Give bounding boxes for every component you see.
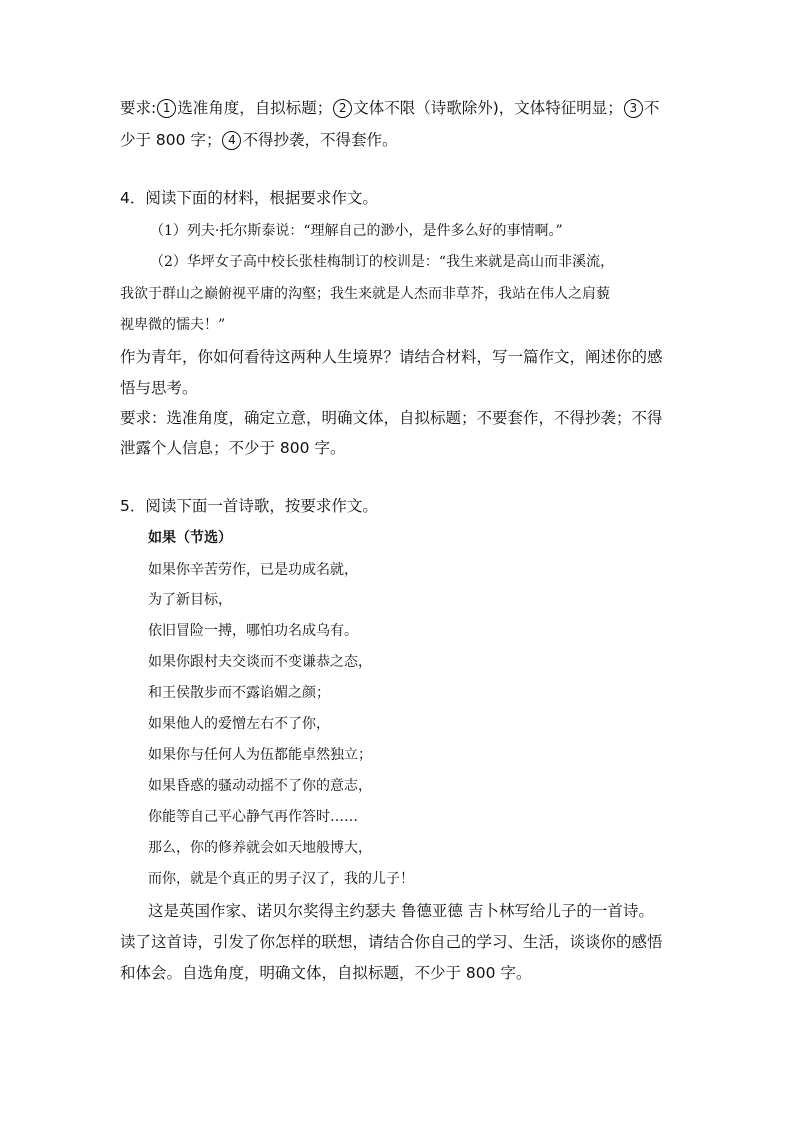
question-5-paragraph-line-3: 和体会。自选角度，明确文体，自拟标题，不少于 800 字。 <box>120 964 532 982</box>
poem-line: 如果他人的爱憎左右不了你， <box>148 716 330 732</box>
requirement-2-text: 文体不限（诗歌除外)，文体特征明显； <box>353 99 623 117</box>
poem-line: 如果你辛苦劳作，已是功成名就， <box>148 562 358 578</box>
requirement-4-text: 不得抄袭，不得套作。 <box>242 131 398 149</box>
circled-number-2: 2 <box>333 99 352 118</box>
question-5-paragraph-line-2: 读了这首诗，引发了你怎样的联想，请结合你自己的学习、生活，谈谈你的感悟 <box>120 933 663 951</box>
poem-line: 和王侯散步而不露谄媚之颜； <box>148 685 330 701</box>
poem-line: 如果昏惑的骚动动摇不了你的意志， <box>148 778 372 794</box>
material-1: （1）列夫·托尔斯泰说：“理解自己的渺小，是件多么好的事情啊。” <box>150 223 563 239</box>
requirement-1-text: 选准角度，自拟标题； <box>177 99 333 117</box>
poem-line: 依旧冒险一搏，哪怕功名成乌有。 <box>148 623 358 639</box>
question-5-paragraph-line-1: 这是英国作家、诺贝尔奖得主约瑟夫 鲁德亚德 吉卜林写给儿子的一首诗。 <box>148 902 654 920</box>
poem-line: 为了新目标， <box>148 592 232 608</box>
material-2-line-2: 我欲于群山之巅俯视平庸的沟壑；我生来就是人杰而非草芥，我站在伟人之肩藐 <box>120 286 610 302</box>
requirements-line-2 <box>120 128 397 150</box>
poem-line: 你能等自己平心静气再作答时…… <box>148 809 358 825</box>
requirements-prefix: 要求: <box>120 99 157 117</box>
question-4-heading: 4．阅读下面的材料，根据要求作文。 <box>120 189 378 207</box>
prompt-line-1: 作为青年，你如何看待这两种人生境界？请结合材料，写一篇作文，阐述你的感 <box>120 348 663 366</box>
material-2-line-1: （2）华坪女子高中校长张桂梅制订的校训是：“我生来就是高山而非溪流， <box>150 254 615 270</box>
requirement-3-text: 不 <box>643 99 660 117</box>
prompt-line-2: 悟与思考。 <box>120 379 198 397</box>
requirements-line-1 <box>120 96 659 118</box>
poem-line: 而你，就是个真正的男子汉了，我的儿子！ <box>148 871 414 887</box>
question-5-heading: 5．阅读下面一首诗歌，按要求作文。 <box>120 497 378 515</box>
circled-number-4: 4 <box>222 131 241 150</box>
requirement-3-continued: 少于 800 字； <box>120 131 222 149</box>
poem-line: 如果你与任何人为伍都能卓然独立； <box>148 747 372 763</box>
requirement-line-2: 泄露个人信息；不少于 800 字。 <box>120 439 346 457</box>
poem-title: 如果（节选） <box>148 530 232 546</box>
requirement-line-1: 要求：选准角度，确定立意，明确文体，自拟标题；不要套作，不得抄袭；不得 <box>120 409 663 427</box>
material-2-line-3: 视卑微的懦夫！” <box>120 317 226 333</box>
poem-line: 那么，你的修养就会如天地般博大， <box>148 840 372 856</box>
circled-number-3: 3 <box>624 99 643 118</box>
poem-line: 如果你跟村夫交谈而不变谦恭之态， <box>148 654 372 670</box>
circled-number-1: 1 <box>157 99 176 118</box>
